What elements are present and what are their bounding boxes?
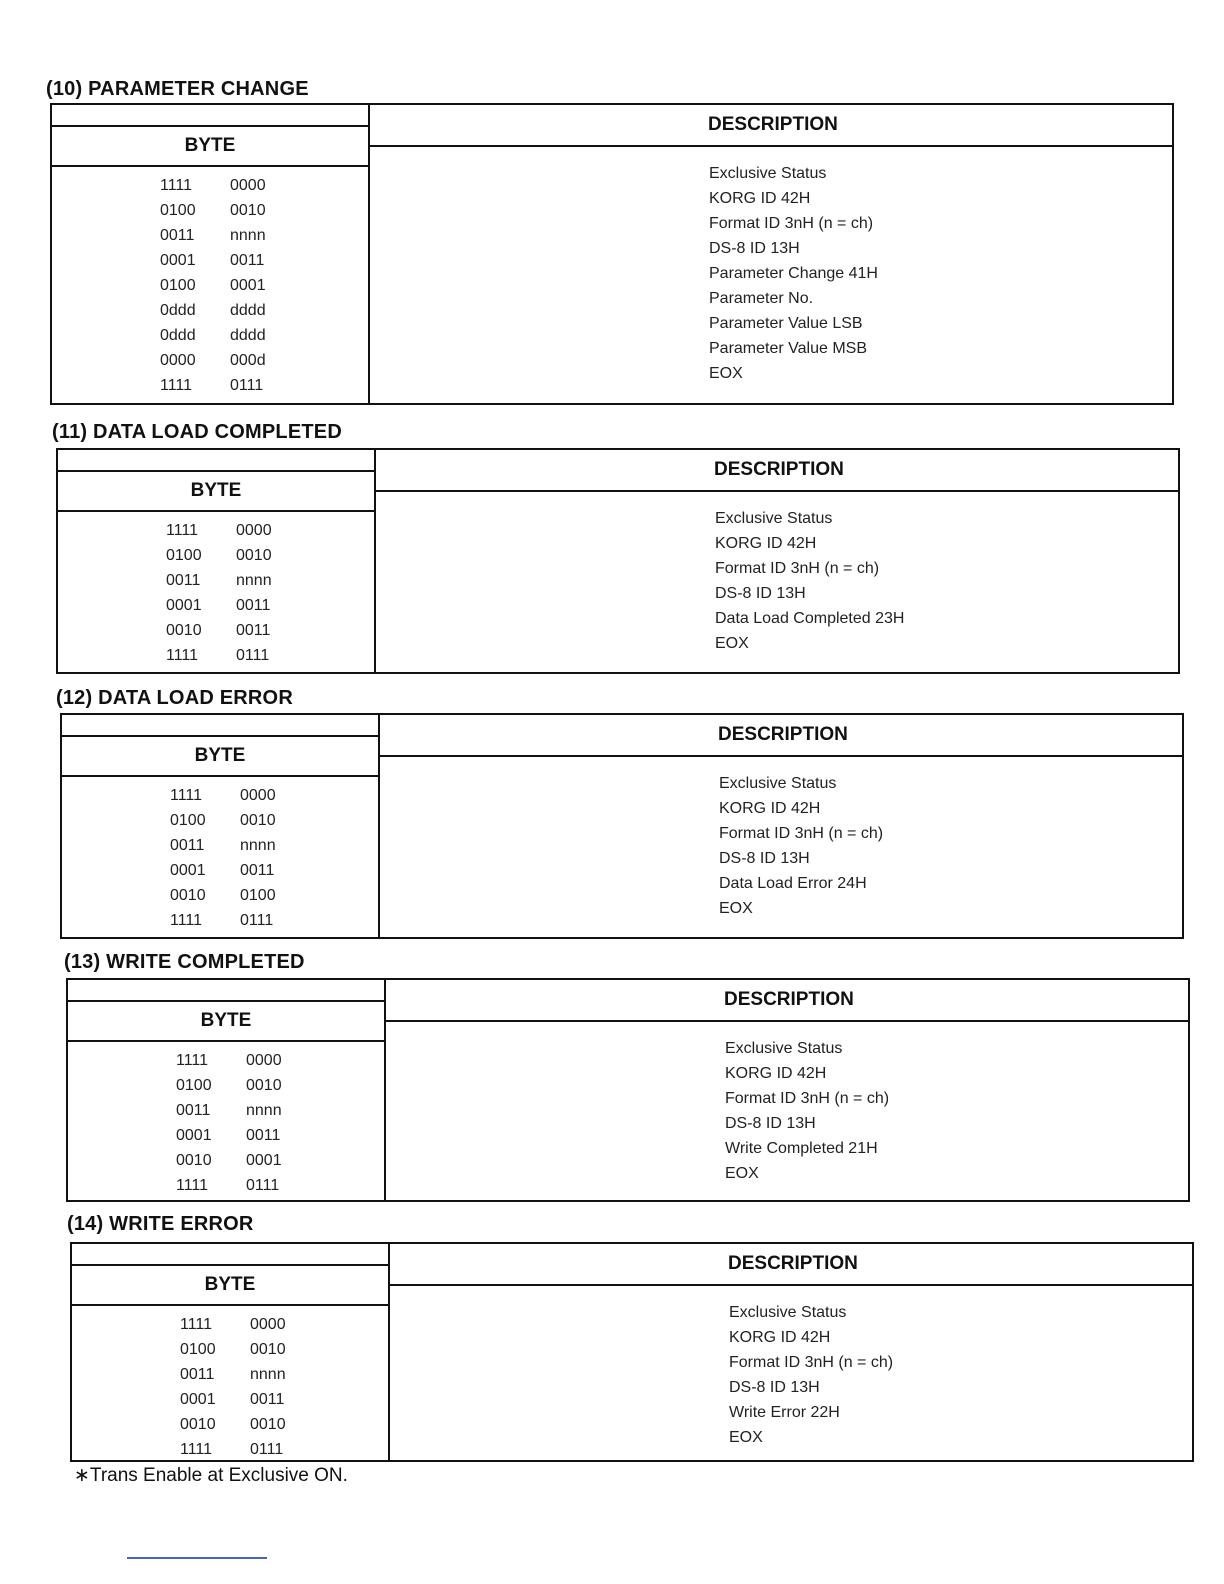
- byte-low-nibble: 0010: [246, 1077, 282, 1094]
- byte-row: [166, 568, 272, 593]
- description-list: [729, 1300, 893, 1450]
- byte-row: [166, 593, 272, 618]
- byte-row: [170, 883, 276, 908]
- byte-row: [160, 198, 266, 223]
- byte-column-header: BYTE: [72, 1264, 388, 1306]
- byte-row: [160, 173, 266, 198]
- description-item: Exclusive Status: [709, 165, 827, 182]
- byte-high-nibble: 0010: [176, 1152, 212, 1169]
- byte-low-nibble: 0000: [236, 522, 272, 539]
- column-divider: [374, 450, 376, 672]
- byte-low-nibble: dddd: [230, 327, 266, 344]
- byte-column-header: BYTE: [58, 470, 374, 512]
- byte-low-nibble: 0010: [240, 812, 276, 829]
- message-table-data-load-completed: [56, 448, 1180, 674]
- description-item: KORG ID 42H: [719, 800, 821, 817]
- message-table-write-error: [70, 1242, 1194, 1462]
- description-item: EOX: [719, 900, 753, 917]
- byte-high-nibble: 0ddd: [160, 302, 196, 319]
- byte-row: [180, 1412, 286, 1437]
- byte-row: [160, 273, 266, 298]
- byte-column-header: BYTE: [68, 1000, 384, 1042]
- description-item: Exclusive Status: [729, 1304, 847, 1321]
- byte-low-nibble: 0011: [236, 622, 271, 639]
- byte-high-nibble: 0011: [176, 1102, 211, 1119]
- byte-row: [160, 248, 266, 273]
- description-header-label: DESCRIPTION: [714, 459, 844, 480]
- byte-low-nibble: 0111: [236, 647, 270, 664]
- byte-low-nibble: 0111: [250, 1441, 284, 1458]
- byte-low-nibble: nnnn: [240, 837, 276, 854]
- byte-high-nibble: 0000: [160, 352, 196, 369]
- byte-high-nibble: 1111: [180, 1441, 213, 1458]
- byte-row: [160, 323, 266, 348]
- byte-low-nibble: 0010: [250, 1341, 286, 1358]
- byte-low-nibble: nnnn: [236, 572, 272, 589]
- byte-row: [180, 1387, 286, 1412]
- byte-low-nibble: 0010: [250, 1416, 286, 1433]
- description-list: [719, 771, 883, 921]
- description-item: Format ID 3nH (n = ch): [715, 560, 880, 577]
- description-item: DS-8 ID 13H: [715, 585, 806, 602]
- byte-low-nibble: 0000: [240, 787, 276, 804]
- byte-row: [166, 518, 272, 543]
- description-column-header: [384, 980, 1188, 1022]
- description-item: Write Error 22H: [729, 1404, 840, 1421]
- description-item: EOX: [725, 1165, 759, 1182]
- byte-row: [170, 858, 276, 883]
- byte-row: [170, 833, 276, 858]
- byte-row: [176, 1048, 282, 1073]
- byte-high-nibble: 0100: [166, 547, 202, 564]
- byte-row: [166, 618, 272, 643]
- section-title-data-load-error: (12) DATA LOAD ERROR: [56, 687, 293, 709]
- byte-low-nibble: 0011: [246, 1127, 281, 1144]
- byte-row: [166, 543, 272, 568]
- description-list: [715, 506, 904, 656]
- section-title-write-error: (14) WRITE ERROR: [67, 1213, 254, 1235]
- description-item: Write Completed 21H: [725, 1140, 878, 1157]
- description-item: DS-8 ID 13H: [719, 850, 810, 867]
- byte-high-nibble: 1111: [170, 912, 203, 929]
- byte-row: [160, 223, 266, 248]
- description-column-header: [374, 450, 1178, 492]
- description-header-label: DESCRIPTION: [724, 989, 854, 1010]
- byte-high-nibble: 0100: [176, 1077, 212, 1094]
- byte-list: [166, 518, 272, 668]
- byte-low-nibble: 0011: [236, 597, 271, 614]
- byte-high-nibble: 1111: [166, 647, 199, 664]
- byte-row: [170, 908, 276, 933]
- byte-high-nibble: 0001: [176, 1127, 212, 1144]
- byte-low-nibble: dddd: [230, 302, 266, 319]
- description-item: Format ID 3nH (n = ch): [719, 825, 884, 842]
- byte-high-nibble: 1111: [166, 522, 199, 539]
- byte-high-nibble: 0010: [180, 1416, 216, 1433]
- description-list: [709, 161, 878, 386]
- description-item: DS-8 ID 13H: [729, 1379, 820, 1396]
- byte-low-nibble: 000d: [230, 352, 266, 369]
- byte-row: [160, 373, 266, 398]
- description-header-label: DESCRIPTION: [728, 1253, 858, 1274]
- description-item: Exclusive Status: [725, 1040, 843, 1057]
- description-item: Format ID 3nH (n = ch): [725, 1090, 890, 1107]
- description-header-label: DESCRIPTION: [708, 114, 838, 135]
- byte-list: [160, 173, 266, 398]
- description-header-label: DESCRIPTION: [718, 724, 848, 745]
- message-table-parameter-change: [50, 103, 1174, 405]
- byte-high-nibble: 1111: [180, 1316, 213, 1333]
- byte-low-nibble: 0001: [246, 1152, 282, 1169]
- byte-low-nibble: 0001: [230, 277, 266, 294]
- byte-row: [180, 1337, 286, 1362]
- description-item: KORG ID 42H: [729, 1329, 831, 1346]
- byte-row: [176, 1173, 282, 1198]
- byte-row: [176, 1073, 282, 1098]
- byte-low-nibble: 0111: [246, 1177, 280, 1194]
- byte-low-nibble: 0000: [250, 1316, 286, 1333]
- byte-low-nibble: 0011: [240, 862, 275, 879]
- byte-row: [180, 1437, 286, 1462]
- byte-low-nibble: nnnn: [250, 1366, 286, 1383]
- byte-row: [160, 298, 266, 323]
- description-column-header: [368, 105, 1172, 147]
- description-item: Parameter No.: [709, 290, 814, 307]
- byte-low-nibble: 0010: [230, 202, 266, 219]
- byte-high-nibble: 0100: [160, 202, 196, 219]
- byte-high-nibble: 0001: [160, 252, 196, 269]
- description-item: KORG ID 42H: [715, 535, 817, 552]
- byte-low-nibble: nnnn: [246, 1102, 282, 1119]
- byte-high-nibble: 0100: [180, 1341, 216, 1358]
- byte-high-nibble: 0010: [170, 887, 206, 904]
- column-divider: [384, 980, 386, 1200]
- byte-row: [176, 1098, 282, 1123]
- description-item: KORG ID 42H: [725, 1065, 827, 1082]
- description-item: KORG ID 42H: [709, 190, 811, 207]
- byte-high-nibble: 0010: [166, 622, 202, 639]
- description-item: Parameter Value MSB: [709, 340, 867, 357]
- description-item: Parameter Value LSB: [709, 315, 863, 332]
- byte-low-nibble: 0011: [250, 1391, 285, 1408]
- byte-list: [170, 783, 276, 933]
- byte-high-nibble: 0011: [166, 572, 201, 589]
- byte-high-nibble: 0011: [180, 1366, 215, 1383]
- description-item: Format ID 3nH (n = ch): [709, 215, 874, 232]
- byte-row: [170, 783, 276, 808]
- byte-low-nibble: 0100: [240, 887, 276, 904]
- byte-low-nibble: nnnn: [230, 227, 266, 244]
- byte-high-nibble: 0011: [160, 227, 195, 244]
- byte-high-nibble: 0001: [166, 597, 202, 614]
- column-divider: [388, 1244, 390, 1460]
- description-item: Data Load Completed 23H: [715, 610, 905, 627]
- message-table-write-completed: [66, 978, 1190, 1202]
- byte-high-nibble: 0100: [160, 277, 196, 294]
- byte-low-nibble: 0000: [246, 1052, 282, 1069]
- byte-list: [180, 1312, 286, 1462]
- description-item: DS-8 ID 13H: [709, 240, 800, 257]
- description-item: Exclusive Status: [719, 775, 837, 792]
- byte-high-nibble: 1111: [160, 377, 193, 394]
- byte-low-nibble: 0111: [240, 912, 274, 929]
- section-title-data-load-completed: (11) DATA LOAD COMPLETED: [52, 421, 342, 443]
- byte-row: [160, 348, 266, 373]
- bottom-rule: [127, 1557, 267, 1559]
- description-item: Parameter Change 41H: [709, 265, 878, 282]
- byte-column-header: BYTE: [52, 125, 368, 167]
- description-item: Format ID 3nH (n = ch): [729, 1354, 894, 1371]
- byte-low-nibble: 0000: [230, 177, 266, 194]
- description-column-header: [378, 715, 1182, 757]
- description-item: EOX: [715, 635, 749, 652]
- byte-high-nibble: 1111: [170, 787, 203, 804]
- description-item: DS-8 ID 13H: [725, 1115, 816, 1132]
- footnote: ∗Trans Enable at Exclusive ON.: [74, 1465, 348, 1486]
- byte-high-nibble: 1111: [176, 1052, 209, 1069]
- byte-list: [176, 1048, 282, 1198]
- byte-row: [176, 1123, 282, 1148]
- description-list: [725, 1036, 889, 1186]
- byte-low-nibble: 0111: [230, 377, 264, 394]
- byte-high-nibble: 0001: [180, 1391, 216, 1408]
- message-table-data-load-error: [60, 713, 1184, 939]
- section-title-parameter-change: (10) PARAMETER CHANGE: [46, 78, 309, 100]
- byte-row: [170, 808, 276, 833]
- byte-high-nibble: 0001: [170, 862, 206, 879]
- byte-low-nibble: 0011: [230, 252, 265, 269]
- byte-row: [180, 1362, 286, 1387]
- description-item: Exclusive Status: [715, 510, 833, 527]
- byte-high-nibble: 1111: [176, 1177, 209, 1194]
- byte-high-nibble: 1111: [160, 177, 193, 194]
- column-divider: [368, 105, 370, 403]
- byte-row: [176, 1148, 282, 1173]
- byte-column-header: BYTE: [62, 735, 378, 777]
- description-item: EOX: [709, 365, 743, 382]
- section-title-write-completed: (13) WRITE COMPLETED: [64, 951, 305, 973]
- byte-high-nibble: 0100: [170, 812, 206, 829]
- description-column-header: [388, 1244, 1192, 1286]
- byte-row: [166, 643, 272, 668]
- byte-high-nibble: 0ddd: [160, 327, 196, 344]
- byte-row: [180, 1312, 286, 1337]
- description-item: Data Load Error 24H: [719, 875, 867, 892]
- byte-low-nibble: 0010: [236, 547, 272, 564]
- description-item: EOX: [729, 1429, 763, 1446]
- column-divider: [378, 715, 380, 937]
- byte-high-nibble: 0011: [170, 837, 205, 854]
